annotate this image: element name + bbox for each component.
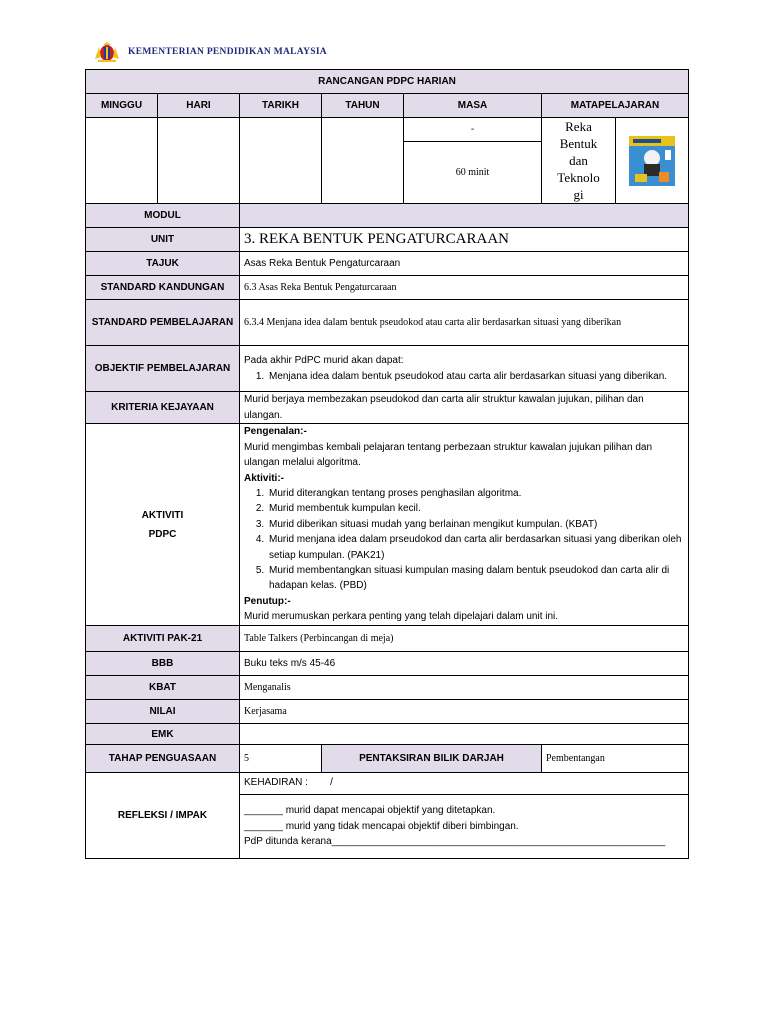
pengenalan-heading: Pengenalan:- [244, 426, 307, 438]
form-title: RANCANGAN PDPC HARIAN [86, 70, 689, 94]
pentaksiran-label: PENTAKSIRAN BILIK DARJAH [322, 745, 542, 773]
aktiviti-label-line: PDPC [148, 528, 177, 540]
nilai-label: NILAI [86, 700, 240, 724]
subject-line: Bentuk [559, 136, 598, 151]
nilai-value: Kerjasama [240, 700, 689, 724]
malaysia-crest-icon [92, 41, 122, 63]
minggu-value [86, 118, 158, 204]
bbb-label: BBB [86, 652, 240, 676]
modul-label: MODUL [86, 204, 240, 228]
modul-value [240, 204, 689, 228]
kriteria-label: KRITERIA KEJAYAAN [86, 392, 240, 424]
textbook-cover-icon [629, 136, 675, 186]
emk-value [240, 724, 689, 745]
tahun-value [322, 118, 404, 204]
aktiviti-pak21-value: Table Talkers (Perbincangan di meja) [240, 626, 689, 652]
aktiviti-list [244, 486, 684, 594]
standard-pembelajaran-label: STANDARD PEMBELAJARAN [86, 300, 240, 346]
list-item: 3. Murid diberikan situasi mudah yang berlainan mengikut kumpulan. (KBAT) [267, 517, 684, 532]
refleksi-label: REFLEKSI / IMPAK [86, 773, 240, 859]
textbook-cover-cell [616, 118, 689, 204]
unit-value: 3. REKA BENTUK PENGATURCARAAN [240, 228, 689, 252]
refleksi-line: _______ murid yang tidak mencapai objektif diberi bimbingan. [244, 820, 519, 832]
aktiviti-label [86, 424, 240, 626]
subject-line: gi [573, 187, 584, 202]
tarikh-value [240, 118, 322, 204]
list-item: 1. Menjana idea dalam bentuk pseudokod atau carta alir berdasarkan situasi yang diberikan. [267, 369, 684, 384]
column-header-minggu: MINGGU [86, 94, 158, 118]
column-header-tarikh: TARIKH [240, 94, 322, 118]
objektif-list [244, 369, 684, 384]
unit-label: UNIT [86, 228, 240, 252]
masa-top-value: - [404, 118, 542, 142]
standard-kandungan-value: 6.3 Asas Reka Bentuk Pengaturcaraan [240, 276, 689, 300]
ministry-name: KEMENTERIAN PENDIDIKAN MALAYSIA [128, 47, 327, 57]
column-header-matapelajaran: MATAPELAJARAN [542, 94, 689, 118]
subject-line: Teknolo [557, 170, 600, 185]
objektif-label: OBJEKTIF PEMBELAJARAN [86, 346, 240, 392]
page-header [92, 40, 327, 64]
hari-value [158, 118, 240, 204]
lesson-plan-table [85, 69, 689, 859]
refleksi-line: PdP ditunda kerana____________________________________________________________ [244, 836, 666, 848]
subject-name [542, 118, 616, 204]
list-item: 1. Murid diterangkan tentang proses penghasilan algoritma. [267, 486, 684, 501]
pentaksiran-value: Pembentangan [542, 745, 689, 773]
objektif-intro: Pada akhir PdPC murid akan dapat: [244, 355, 404, 367]
bbb-value: Buku teks m/s 45-46 [240, 652, 689, 676]
list-item: 5. Murid membentangkan situasi kumpulan masing dalam bentuk pseudokod dan carta alir di hadapan kelas. (PBD) [267, 563, 684, 594]
column-header-hari: HARI [158, 94, 240, 118]
tahap-penguasaan-value: 5 [240, 745, 322, 773]
kriteria-value: Murid berjaya membezakan pseudokod dan carta alir struktur kawalan jujukan, pilihan dan ulangan. [240, 392, 689, 424]
emk-label: EMK [86, 724, 240, 745]
kehadiran-field: KEHADIRAN : / [240, 773, 689, 795]
list-item: 2. Murid membentuk kumpulan kecil. [267, 501, 684, 516]
column-header-tahun: TAHUN [322, 94, 404, 118]
aktiviti-heading: Aktiviti:- [244, 472, 284, 484]
masa-duration-value: 60 minit [404, 141, 542, 203]
aktiviti-content [240, 424, 689, 626]
standard-kandungan-label: STANDARD KANDUNGAN [86, 276, 240, 300]
standard-pembelajaran-value: 6.3.4 Menjana idea dalam bentuk pseudokod atau carta alir berdasarkan situasi yang diberikan [240, 300, 689, 346]
aktiviti-label-line: AKTIVITI [141, 509, 184, 521]
kbat-label: KBAT [86, 676, 240, 700]
pengenalan-text: Murid mengimbas kembali pelajaran tentang perbezaan struktur kawalan jujukan pilihan dan ulangan melalui algoritma. [244, 441, 653, 469]
objektif-content [240, 346, 689, 392]
refleksi-content [240, 795, 689, 859]
list-item: 4. Murid menjana idea dalam prseudokod dan carta alir berdasarkan situasi yang diberikan oleh setiap kumpulan. (PAK21) [267, 532, 684, 563]
penutup-text: Murid merumuskan perkara penting yang telah dipelajari dalam unit ini. [244, 611, 559, 623]
penutup-heading: Penutup:- [244, 595, 291, 607]
aktiviti-pak21-label: AKTIVITI PAK-21 [86, 626, 240, 652]
subject-line: Reka [565, 119, 592, 134]
tajuk-value: Asas Reka Bentuk Pengaturcaraan [240, 252, 689, 276]
tajuk-label: TAJUK [86, 252, 240, 276]
kbat-value: Menganalis [240, 676, 689, 700]
tahap-penguasaan-label: TAHAP PENGUASAAN [86, 745, 240, 773]
subject-line: dan [569, 153, 588, 168]
column-header-masa: MASA [404, 94, 542, 118]
refleksi-line: _______ murid dapat mencapai objektif yang ditetapkan. [244, 805, 496, 817]
